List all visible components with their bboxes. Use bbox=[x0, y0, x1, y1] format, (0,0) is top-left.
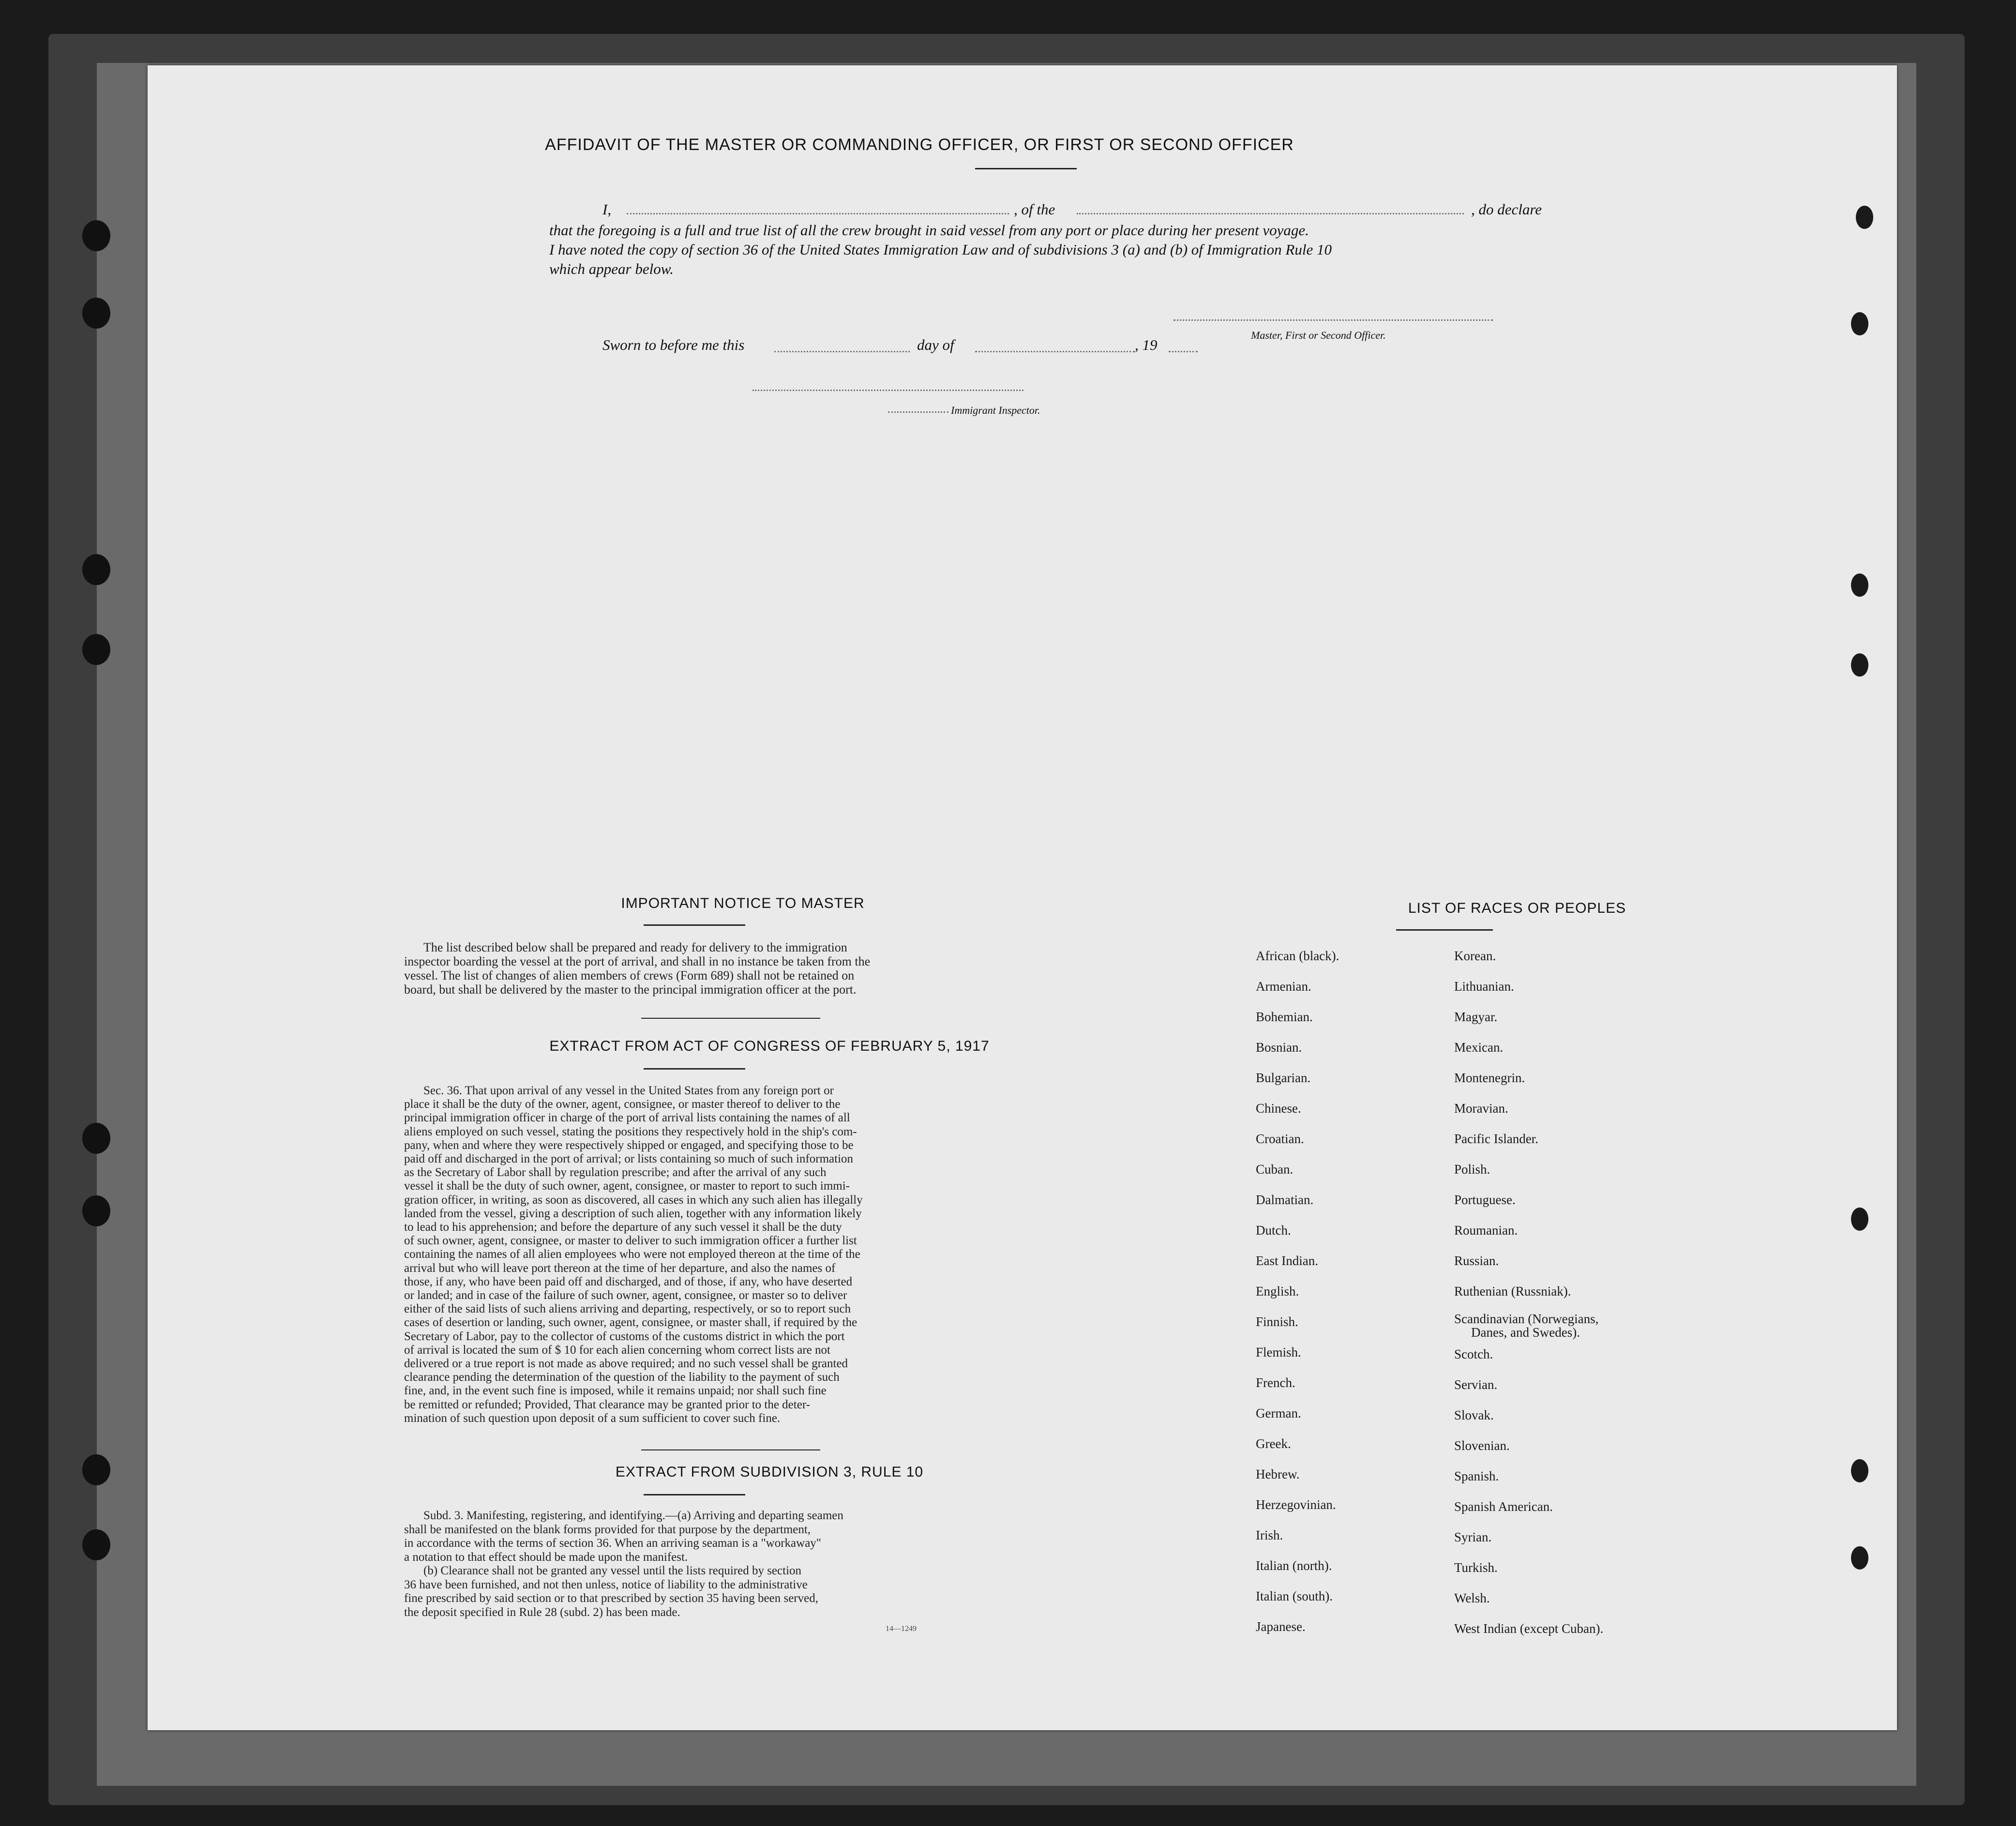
race-right: Scotch. bbox=[1454, 1347, 1493, 1361]
race-left: Dutch. bbox=[1256, 1223, 1291, 1237]
binder-hole bbox=[82, 220, 110, 251]
race-left: French. bbox=[1256, 1375, 1295, 1390]
race-left: East Indian. bbox=[1256, 1253, 1318, 1268]
extract-rule-line: Subd. 3. Manifesting, registering, and identifying.—(a) Arriving and departing seamen bbox=[423, 1509, 843, 1522]
punch-hole bbox=[1856, 206, 1873, 229]
binder-hole bbox=[82, 1454, 110, 1485]
races-title: LIST OF RACES OR PEOPLES bbox=[1408, 900, 1626, 916]
year-label: , 19 bbox=[1135, 336, 1158, 353]
extract-act-line: pany, when and where they were respectively shipped or engaged, and specifying those to be bbox=[404, 1138, 854, 1152]
divider bbox=[641, 1018, 820, 1019]
notice-body bbox=[404, 940, 870, 996]
race-left: German. bbox=[1256, 1406, 1301, 1420]
vessel-field[interactable] bbox=[1077, 213, 1464, 214]
race-left: Hebrew. bbox=[1256, 1467, 1300, 1481]
race-left: Italian (north). bbox=[1256, 1558, 1332, 1573]
race-right: Slovak. bbox=[1454, 1408, 1494, 1422]
do-declare-label: , do declare bbox=[1471, 201, 1542, 218]
punch-hole bbox=[1851, 1207, 1868, 1231]
punch-hole bbox=[1851, 312, 1868, 335]
extract-rule-line: (b) Clearance shall not be granted any vessel until the lists required by section bbox=[423, 1564, 802, 1577]
form-number: 14—1249 bbox=[886, 1625, 917, 1633]
inspector-caption: Immigrant Inspector. bbox=[951, 404, 1040, 416]
extract-act-line: of such owner, agent, consignee, or master to deliver to such immigration officer a further list bbox=[404, 1234, 857, 1248]
race-right: Russian. bbox=[1454, 1253, 1499, 1268]
race-left: Irish. bbox=[1256, 1528, 1283, 1542]
punch-hole bbox=[1851, 573, 1868, 597]
extract-act-line: Sec. 36. That upon arrival of any vessel in the United States from any foreign port or bbox=[423, 1084, 834, 1097]
divider bbox=[975, 168, 1077, 169]
race-left: Bulgarian. bbox=[1256, 1071, 1311, 1085]
sworn-day-field[interactable] bbox=[774, 351, 910, 352]
race-left: Croatian. bbox=[1256, 1132, 1304, 1146]
race-right: Korean. bbox=[1454, 949, 1496, 963]
inspector-line[interactable] bbox=[752, 390, 1023, 391]
extract-act-line: landed from the vessel, giving a description of such alien, together with any information likely bbox=[404, 1207, 862, 1220]
binder-hole bbox=[82, 298, 110, 329]
affidavit-body bbox=[549, 221, 1332, 279]
binder-hole bbox=[82, 554, 110, 585]
extract-act-line: delivered or a true report is not made as above required; and no such vessel shall be granted bbox=[404, 1357, 848, 1371]
extract-act-line: be remitted or refunded; Provided, That clearance may be granted prior to the deter- bbox=[404, 1398, 810, 1411]
extract-act-line: those, if any, who have been paid off and discharged, and of those, if any, who have deserted bbox=[404, 1275, 853, 1288]
race-left: Greek. bbox=[1256, 1436, 1291, 1451]
race-right: Polish. bbox=[1454, 1162, 1490, 1177]
race-right: Moravian. bbox=[1454, 1101, 1508, 1116]
extract-rule-line: the deposit specified in Rule 28 (subd. 2) has been made. bbox=[404, 1605, 680, 1619]
signature-line[interactable] bbox=[1173, 319, 1493, 321]
race-right: Roumanian. bbox=[1454, 1223, 1518, 1237]
extract-act-line: as the Secretary of Labor shall by regulation prescribe; and after the arrival of any such bbox=[404, 1166, 827, 1179]
name-field[interactable] bbox=[627, 213, 1009, 214]
race-left: Finnish. bbox=[1256, 1314, 1298, 1329]
race-left: Herzegovinian. bbox=[1256, 1497, 1336, 1512]
divider bbox=[641, 1449, 820, 1450]
binder-hole bbox=[82, 1123, 110, 1154]
punch-hole bbox=[1851, 653, 1868, 677]
race-right: Spanish American. bbox=[1454, 1499, 1553, 1514]
race-left: Bosnian. bbox=[1256, 1040, 1302, 1055]
i-label: I, bbox=[602, 201, 612, 218]
race-right: Welsh. bbox=[1454, 1591, 1490, 1605]
extract-act-line: clearance pending the determination of the question of the liability to the payment of such bbox=[404, 1371, 840, 1384]
race-right: Pacific Islander. bbox=[1454, 1132, 1538, 1146]
notice-line: The list described below shall be prepared and ready for delivery to the immigration bbox=[423, 940, 847, 954]
race-left: Dalmatian. bbox=[1256, 1192, 1314, 1207]
signature-caption: Master, First or Second Officer. bbox=[1251, 329, 1386, 341]
sworn-month-field[interactable] bbox=[975, 351, 1135, 352]
race-right: Scandinavian (Norwegians, bbox=[1454, 1312, 1599, 1326]
race-left: Chinese. bbox=[1256, 1101, 1301, 1116]
divider bbox=[644, 1068, 745, 1070]
race-right: Ruthenian (Russniak). bbox=[1454, 1284, 1571, 1298]
affidavit-title: AFFIDAVIT OF THE MASTER OR COMMANDING OFFICER, OR FIRST OR SECOND OFFICER bbox=[545, 136, 1294, 154]
race-right: Lithuanian. bbox=[1454, 979, 1514, 994]
notice-title: IMPORTANT NOTICE TO MASTER bbox=[621, 895, 865, 911]
extract-act-line: principal immigration officer in charge of the port of arrival lists containing the names of all bbox=[404, 1111, 850, 1125]
race-right: Turkish. bbox=[1454, 1560, 1498, 1575]
extract-rule-line: fine prescribed by said section or to that prescribed by section 35 having been served, bbox=[404, 1592, 818, 1605]
race-left: Japanese. bbox=[1256, 1619, 1306, 1634]
race-right: Mexican. bbox=[1454, 1040, 1504, 1055]
sworn-label: Sworn to before me this bbox=[602, 336, 745, 353]
extract-act-line: either of the said lists of such aliens arriving and departing, respectively, or so to report such bbox=[404, 1302, 851, 1316]
sworn-year-field[interactable] bbox=[1169, 351, 1198, 352]
extract-act-line: containing the names of all alien employees who were not employed thereon at the time of the bbox=[404, 1248, 860, 1261]
extract-act-line: to lead to his apprehension; and before the departure of any such vessel it shall be the duty bbox=[404, 1221, 842, 1234]
race-left: English. bbox=[1256, 1284, 1299, 1298]
extract-rule-line: a notation to that effect should be made upon the manifest. bbox=[404, 1550, 688, 1564]
extract-act-line: arrival but who will leave port thereon at the time of her departure, and also the names of bbox=[404, 1261, 836, 1275]
punch-hole bbox=[1851, 1459, 1868, 1482]
binder-hole bbox=[82, 1195, 110, 1226]
notice-line: board, but shall be delivered by the master to the principal immigration officer at the port. bbox=[404, 982, 857, 996]
notice-line: inspector boarding the vessel at the port of arrival, and shall in no instance be taken from the bbox=[404, 954, 871, 968]
extract-act-line: paid off and discharged in the port of arrival; or lists containing so much of such information bbox=[404, 1152, 854, 1166]
extract-act-title: EXTRACT FROM ACT OF CONGRESS OF FEBRUARY 5, 1917 bbox=[549, 1038, 990, 1054]
affidavit-body-line: I have noted the copy of section 36 of the United States Immigration Law and of subdivisions 3 (a) and (b) of Immigration Rule 10 bbox=[549, 241, 1332, 258]
race-left: Italian (south). bbox=[1256, 1589, 1333, 1603]
extract-act-line: of arrival is located the sum of $ 10 for each alien concerning whom correct lists are not bbox=[404, 1343, 830, 1357]
race-left: Cuban. bbox=[1256, 1162, 1294, 1177]
day-of-label: day of bbox=[917, 336, 954, 353]
extract-rule-title: EXTRACT FROM SUBDIVISION 3, RULE 10 bbox=[615, 1464, 924, 1480]
divider bbox=[644, 1494, 745, 1495]
affidavit-body-line: which appear below. bbox=[549, 260, 674, 277]
race-left: Bohemian. bbox=[1256, 1010, 1313, 1024]
race-right: Spanish. bbox=[1454, 1469, 1499, 1483]
affidavit-body-line: that the foregoing is a full and true list of all the crew brought in said vessel from any port or place during her present voyage. bbox=[549, 222, 1309, 239]
divider bbox=[644, 924, 745, 926]
inspector-prefix-dots bbox=[888, 411, 948, 413]
race-left: Armenian. bbox=[1256, 979, 1311, 994]
race-right: Portuguese. bbox=[1454, 1192, 1516, 1207]
race-right: Montenegrin. bbox=[1454, 1071, 1525, 1085]
extract-rule-body bbox=[404, 1509, 843, 1619]
binder-hole bbox=[82, 634, 110, 665]
binder-hole bbox=[82, 1529, 110, 1560]
extract-act-line: aliens employed on such vessel, stating the positions they respectively hold in the ship's com- bbox=[404, 1125, 857, 1138]
race-right: Magyar. bbox=[1454, 1010, 1498, 1024]
race-left: Flemish. bbox=[1256, 1345, 1301, 1359]
extract-act-line: fine, and, in the event such fine is imposed, while it remains unpaid; nor shall such fine bbox=[404, 1384, 827, 1398]
extract-act-line: or landed; and in case of the failure of such owner, agent, consignee, or master so to deliver bbox=[404, 1289, 847, 1302]
race-right-continuation: Danes, and Swedes). bbox=[1471, 1325, 1580, 1340]
race-right: Slovenian. bbox=[1454, 1438, 1510, 1453]
extract-act-line: Secretary of Labor, pay to the collector of customs of the customs district in which the port bbox=[404, 1329, 845, 1343]
race-right: Servian. bbox=[1454, 1377, 1498, 1392]
race-left: African (black). bbox=[1256, 949, 1339, 963]
extract-act-line: cases of desertion or landing, such owner, agent, consignee, or master shall, if required by the bbox=[404, 1316, 858, 1329]
extract-rule-line: shall be manifested on the blank forms provided for that purpose by the department, bbox=[404, 1523, 811, 1536]
extract-rule-line: 36 have been furnished, and not then unless, notice of liability to the administrative bbox=[404, 1578, 808, 1591]
punch-hole bbox=[1851, 1546, 1868, 1569]
race-right: West Indian (except Cuban). bbox=[1454, 1621, 1604, 1636]
extract-act-line: vessel it shall be the duty of such owner, agent, consignee, or master to report to such immi- bbox=[404, 1179, 850, 1193]
race-right: Syrian. bbox=[1454, 1530, 1492, 1544]
extract-act-line: gration officer, in writing, as soon as discovered, all cases in which any such alien has illegally bbox=[404, 1193, 863, 1207]
extract-rule-line: in accordance with the terms of section 36. When an arriving seaman is a "workaway" bbox=[404, 1537, 822, 1550]
extract-act-body bbox=[404, 1084, 863, 1425]
divider bbox=[1396, 929, 1493, 931]
notice-line: vessel. The list of changes of alien members of crews (Form 689) shall not be retained on bbox=[404, 968, 855, 982]
extract-act-line: mination of such question upon deposit of a sum sufficient to cover such fine. bbox=[404, 1411, 781, 1425]
extract-act-line: place it shall be the duty of the owner, agent, consignee, or master thereof to deliver to the bbox=[404, 1098, 841, 1111]
document-page bbox=[148, 65, 1897, 1730]
of-the-label: , of the bbox=[1014, 201, 1055, 218]
